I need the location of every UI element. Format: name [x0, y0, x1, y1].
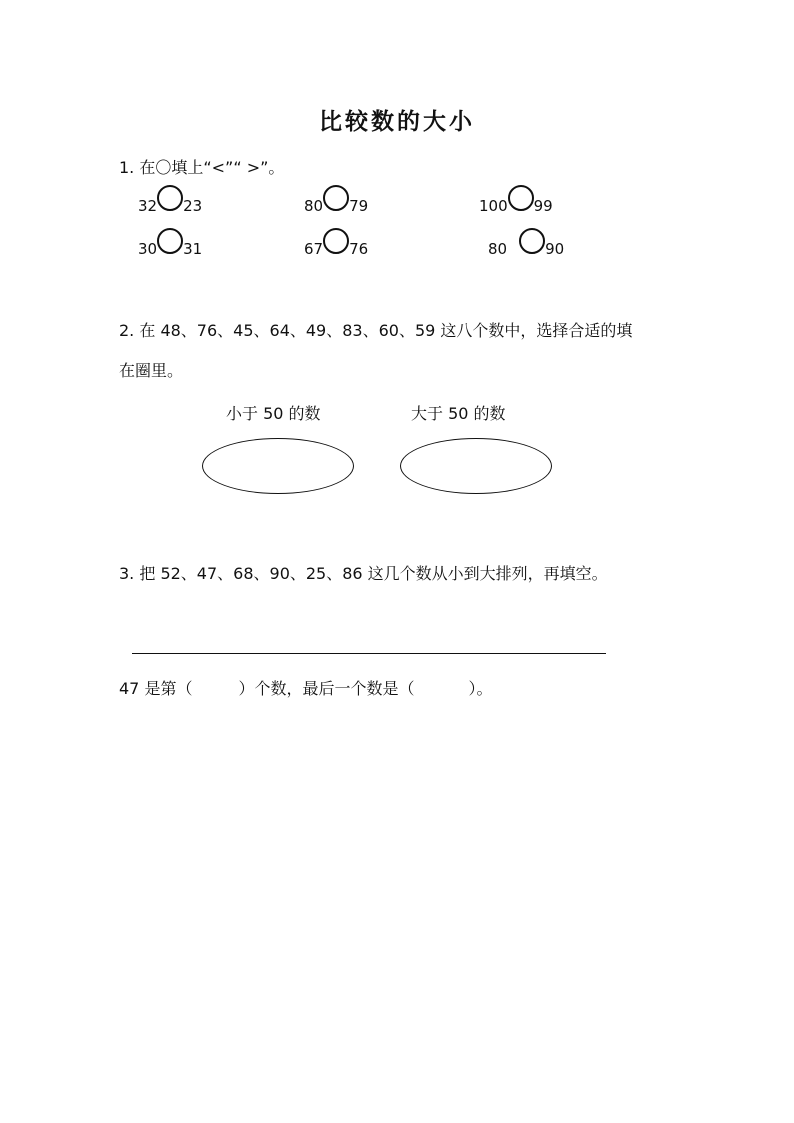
question-3-prompt: 3. 把 52、47、68、90、25、86 这几个数从小到大排列，再填空。 [119, 564, 608, 583]
comparison-right-number: 23 [183, 197, 203, 215]
answer-circle[interactable] [519, 228, 545, 254]
comparison-4 [138, 230, 202, 258]
fill-text-part-3: ）。 [468, 679, 493, 698]
comparison-left-number: 67 [304, 240, 324, 258]
answer-circle[interactable] [157, 228, 183, 254]
fill-text-part-2: ）个数，最后一个数是（ [238, 679, 415, 698]
comparison-3 [479, 187, 553, 215]
comparison-left-number: 80 [304, 197, 324, 215]
comparison-left-number: 100 [479, 197, 508, 215]
oval-label-less-than-50: 小于 50 的数 [226, 404, 321, 423]
comparison-right-number: 99 [533, 197, 553, 215]
fill-text-part-1: 47 是第（ [119, 679, 193, 698]
ordering-answer-line[interactable] [132, 653, 606, 654]
question-1-prompt: 1. 在〇填上“<”“ >”。 [119, 158, 285, 177]
comparison-right-number: 79 [349, 197, 369, 215]
comparison-5 [304, 230, 368, 258]
comparison-6 [488, 230, 564, 258]
answer-oval-greater-than-50[interactable] [400, 438, 552, 494]
comparison-right-number: 90 [545, 240, 565, 258]
comparison-1 [138, 187, 202, 215]
comparison-left-number: 30 [138, 240, 158, 258]
comparison-right-number: 31 [183, 240, 203, 258]
question-2-prompt: 2. 在 48、76、45、64、49、83、60、59 这八个数中，选择合适的填 [119, 321, 633, 340]
question-3-fill-in [119, 676, 492, 699]
comparison-left-number: 80 [488, 240, 508, 258]
page-title: 比较数的大小 [319, 108, 475, 135]
answer-circle[interactable] [508, 185, 534, 211]
answer-circle[interactable] [323, 228, 349, 254]
question-2-prompt-continued: 在圈里。 [119, 361, 184, 380]
comparison-right-number: 76 [349, 240, 369, 258]
comparison-2 [304, 187, 368, 215]
answer-circle[interactable] [323, 185, 349, 211]
oval-label-greater-than-50: 大于 50 的数 [411, 404, 506, 423]
answer-circle[interactable] [157, 185, 183, 211]
comparison-left-number: 32 [138, 197, 158, 215]
answer-oval-less-than-50[interactable] [202, 438, 354, 494]
